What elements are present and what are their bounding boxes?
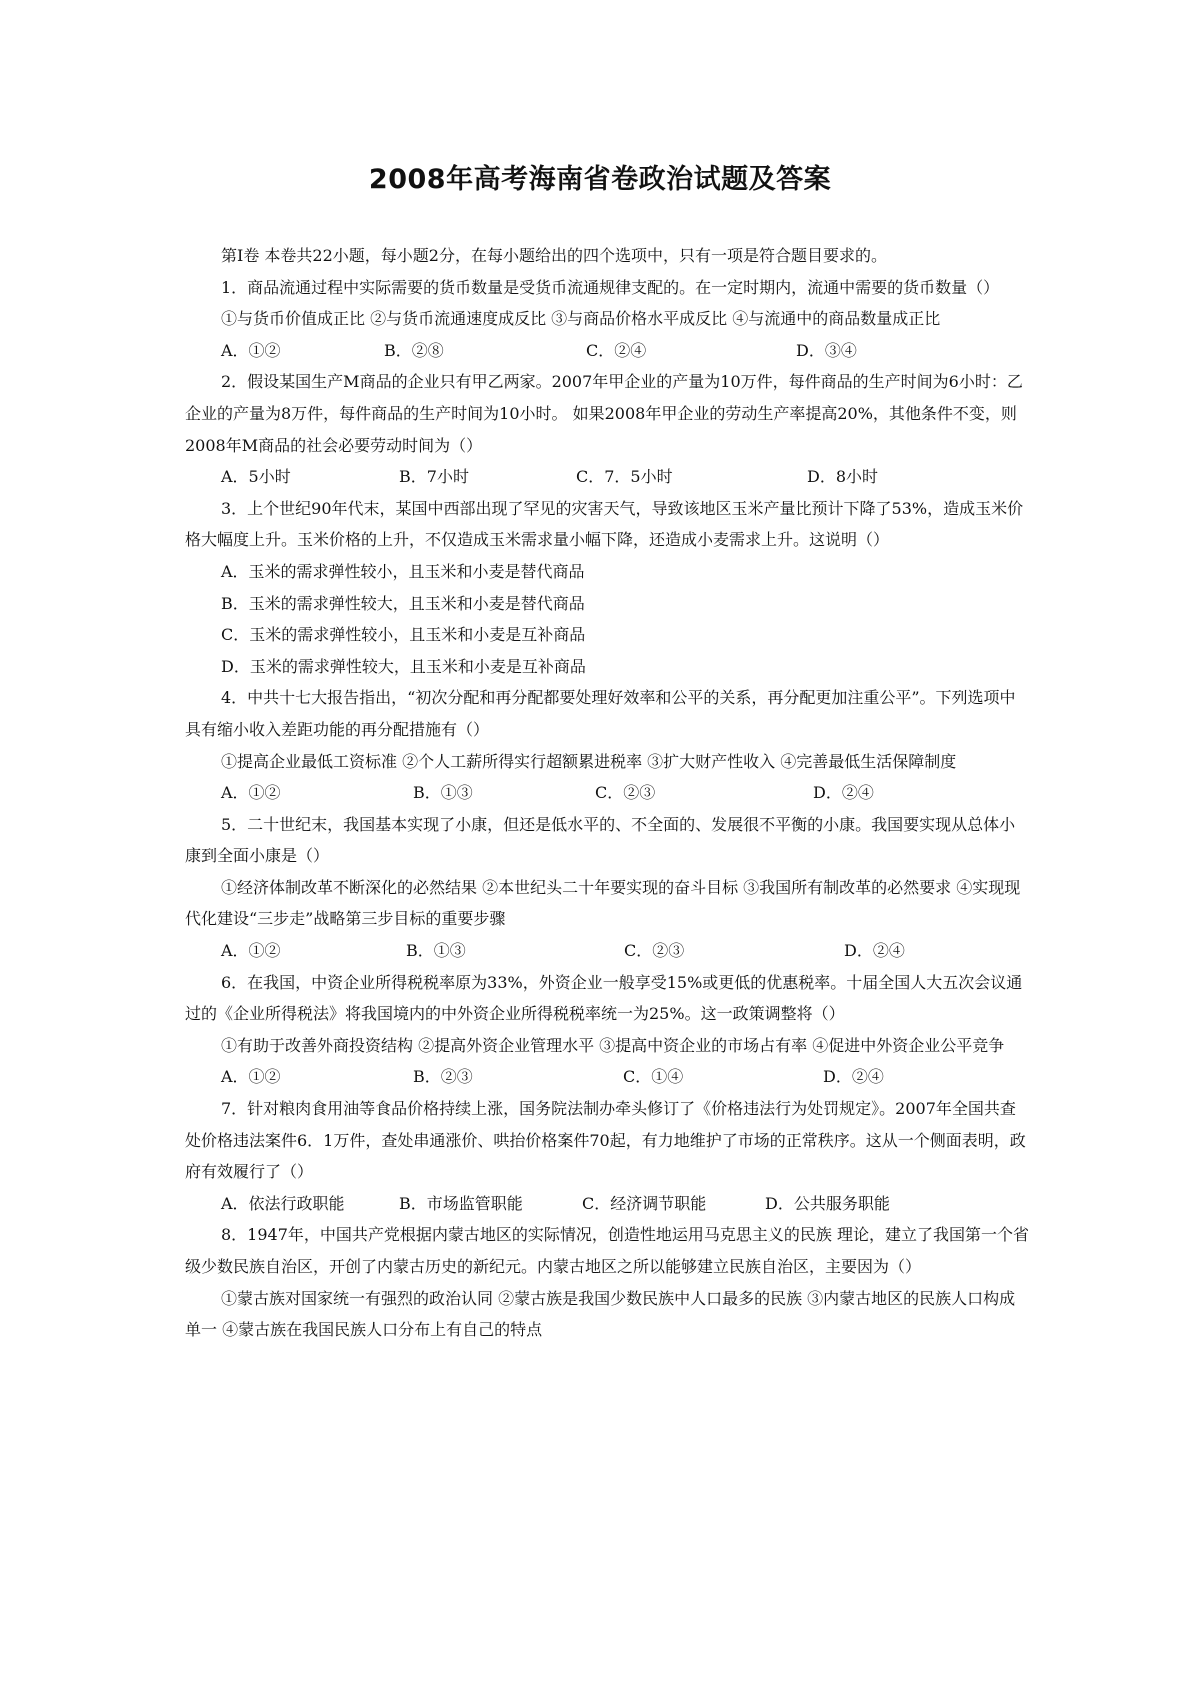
question-2-option-a: A．5小时 — [221, 467, 291, 487]
question-5-option-a: A．①② — [221, 941, 281, 961]
page-title: 2008年高考海南省卷政治试题及答案 — [368, 164, 832, 195]
question-5-statements: ①经济体制改革不断深化的必然结果 ②本世纪头二十年要实现的奋斗目标 ③我国所有制改革的必然要求 ④实现现代化建设“三步走”战略第三步目标的重要步骤 — [185, 877, 1021, 929]
question-3-stem: 3．上个世纪90年代末，某国中西部出现了罕见的灾害天气，导致该地区玉米产量比预计下降了53%，造成玉米价格大幅度上升。玉米价格的上升，不仅造成玉米需求量小幅下降，还造成小麦需求上升。这说明（） — [185, 498, 1024, 550]
question-8-stem: 8．1947年，中国共产党根据内蒙古地区的实际情况，创造性地运用马克思主义的民族 理论，建立了我国第一个省级少数民族自治区，开创了内蒙古历史的新纪元。内蒙古地区之所以能够建立民族自治区，主要因为（） — [185, 1225, 1029, 1276]
question-1-option-d: D．③④ — [796, 340, 857, 360]
question-4-option-a: A．①② — [221, 783, 281, 803]
question-3-option-d-text: D．玉米的需求弹性较大，且玉米和小麦是互补商品 — [221, 656, 586, 676]
section-intro: 第Ⅰ卷 本卷共22小题，每小题2分，在每小题给出的四个选项中，只有一项是符合题目要求的。 — [221, 246, 887, 265]
question-4-option-c: C．②③ — [595, 783, 656, 803]
question-4-options — [185, 777, 1030, 809]
question-2-option-d: D．8小时 — [807, 467, 879, 487]
question-5-stem: 5．二十世纪末，我国基本实现了小康，但还是低水平的、不全面的、发展很不平衡的小康。我国要实现从总体小康到全面小康是（） — [185, 814, 1016, 866]
question-5-options — [185, 935, 1030, 967]
question-1-option-b: B．②⑧ — [384, 340, 444, 360]
question-8-statements: ①蒙古族对国家统一有强烈的政治认同 ②蒙古族是我国少数民族中人口最多的民族 ③内蒙古地区的民族人口构成单一 ④蒙古族在我国民族人口分布上有自己的特点 — [185, 1288, 1016, 1340]
document-body — [185, 240, 1030, 1346]
question-4-stem: 4．中共十七大报告指出，“初次分配和再分配都要处理好效率和公平的关系，再分配更加注重公平”。下列选项中具有缩小收入差距功能的再分配措施有（） — [185, 688, 1016, 739]
question-3-option-a — [185, 556, 1030, 588]
question-1-options — [185, 335, 1030, 367]
question-2-stem: 2．假设某国生产M商品的企业只有甲乙两家。2007年甲企业的产量为10万件，每件商品的生产时间为6小时：乙企业的产量为8万件，每件商品的生产时间为10小时。 如果2008年甲企业的劳动生产率提高20%，其他条件不变，则2008年M商品的社会必要劳动时间为（） — [185, 372, 1023, 455]
question-6-stem: 6．在我国，中资企业所得税税率原为33%，外资企业一般享受15%或更低的优惠税率。十届全国人大五次会议通过的《企业所得税法》将我国境内的中外资企业所得税税率统一为25%。这一政策调整将（） — [185, 972, 1023, 1024]
question-3-option-b — [185, 588, 1030, 620]
question-2-option-c: C．7．5小时 — [576, 467, 673, 487]
question-6-statements: ①有助于改善外商投资结构 ②提高外资企业管理水平 ③提高中资企业的市场占有率 ④促进中外资企业公平竞争 — [221, 1035, 1005, 1055]
question-1-statements: ①与货币价值成正比 ②与货币流通速度成反比 ③与商品价格水平成反比 ④与流通中的商品数量成正比 — [221, 309, 941, 329]
question-3-option-d — [185, 651, 1030, 683]
question-5-option-b: B．①③ — [406, 941, 466, 961]
question-6-option-d: D．②④ — [823, 1067, 884, 1087]
question-4-option-d: D．②④ — [813, 783, 874, 803]
question-4-statements: ①提高企业最低工资标准 ②个人工薪所得实行超额累进税率 ③扩大财产性收入 ④完善最低生活保障制度 — [221, 751, 957, 771]
question-6-option-a: A．①② — [221, 1067, 281, 1087]
question-7-stem: 7．针对粮肉食用油等食品价格持续上涨，国务院法制办牵头修订了《价格违法行为处罚规定》。2007年全国共查处价格违法案件6．1万件，查处串通涨价、哄抬价格案件70起，有力地维护了市场的正常秩序。这从一个侧面表明，政府有效履行了（） — [185, 1099, 1026, 1182]
question-3-option-b-text: B．玉米的需求弹性较大，且玉米和小麦是替代商品 — [221, 593, 585, 613]
question-3-option-a-text: A．玉米的需求弹性较小，且玉米和小麦是替代商品 — [221, 561, 585, 581]
question-5-option-c: C．②③ — [624, 941, 685, 961]
question-1-option-a: A．①② — [221, 340, 281, 360]
question-7-option-d: D．公共服务职能 — [765, 1193, 890, 1213]
question-6-option-b: B．②③ — [413, 1067, 473, 1087]
question-5-option-d: D．②④ — [844, 941, 905, 961]
question-7-options — [185, 1188, 1030, 1220]
question-6-options — [185, 1061, 1030, 1093]
question-6-option-c: C．①④ — [623, 1067, 684, 1087]
question-3-option-c-text: C．玉米的需求弹性较小，且玉米和小麦是互补商品 — [221, 625, 586, 645]
question-7-option-c: C．经济调节职能 — [582, 1193, 707, 1213]
question-7-option-b: B．市场监管职能 — [399, 1193, 523, 1213]
question-1-stem: 1．商品流通过程中实际需要的货币数量是受货币流通规律支配的。在一定时期内，流通中需要的货币数量（） — [221, 277, 1000, 297]
question-1-option-c: C．②④ — [586, 340, 647, 360]
question-3-option-c — [185, 619, 1030, 651]
question-2-options — [185, 461, 1030, 493]
question-2-option-b: B．7小时 — [399, 467, 469, 487]
question-4-option-b: B．①③ — [413, 783, 473, 803]
question-7-option-a: A．依法行政职能 — [221, 1193, 345, 1213]
